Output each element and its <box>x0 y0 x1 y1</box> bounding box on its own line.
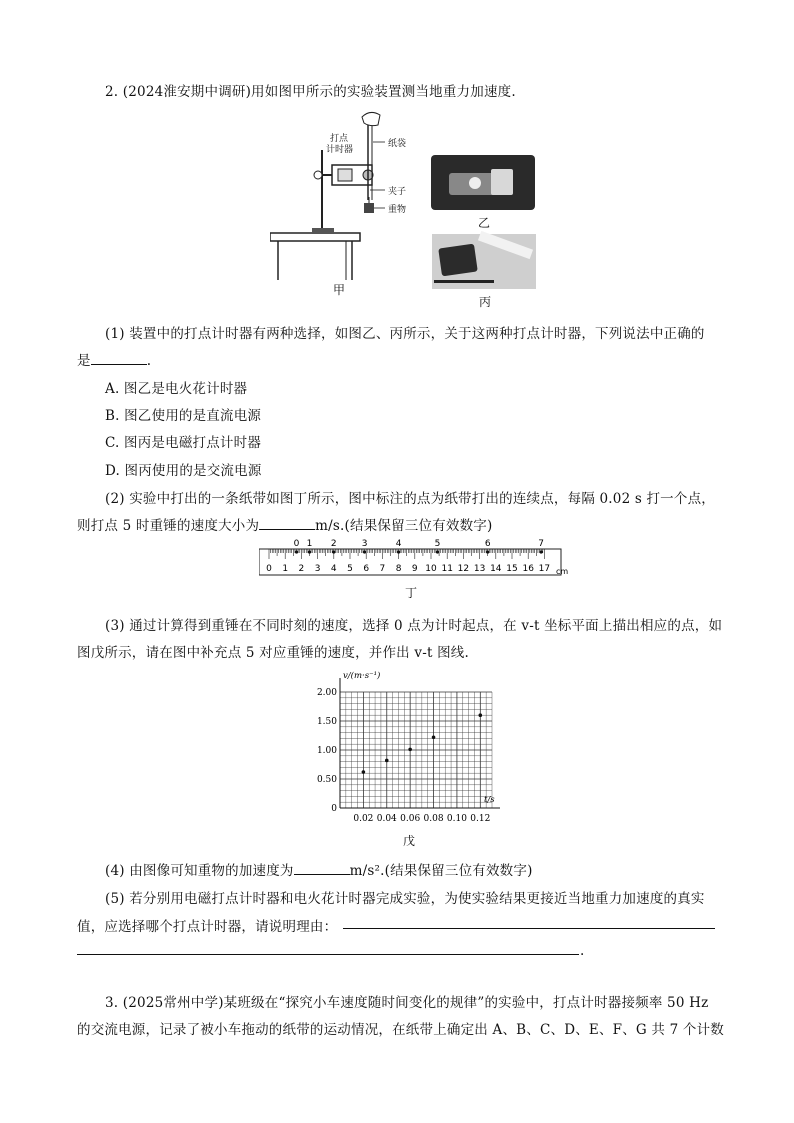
p5-text: (5) 若分别用电磁打点计时器和电火花计时器完成实验，为使实验结果更接近当地重力加速度的真实 <box>105 891 705 907</box>
p1-text-2: 是 . <box>77 353 152 369</box>
ruler-scale-label: 4 <box>330 564 337 574</box>
p5-text-2: 值，应选择哪个打点计时器，请说明理由： <box>77 919 338 935</box>
label-clip: 夹子 <box>388 187 407 197</box>
caption-yi: 乙 <box>478 216 491 230</box>
ruler-scale-label: 0 <box>266 564 272 574</box>
ruler-scale-label: 7 <box>379 564 386 574</box>
ruler-scale-label: 16 <box>522 564 534 574</box>
ruler-scale-label: 2 <box>298 564 305 574</box>
y-tick-label: 0.50 <box>316 775 337 785</box>
q2-title: 2. (2024淮安期中调研)用如图甲所示的实验装置测当地重力加速度. <box>105 84 516 100</box>
data-point <box>408 748 412 752</box>
answer-blank-2[interactable] <box>259 517 315 530</box>
y-tick-label: 0 <box>331 804 337 814</box>
tape-point-label: 1 <box>306 539 313 549</box>
ruler-scale-label: 17 <box>538 564 551 574</box>
label-timer: 打点 <box>330 134 349 144</box>
ruler-scale-label: 11 <box>441 564 453 574</box>
data-point <box>362 770 366 774</box>
caption-bing: 丙 <box>479 295 492 309</box>
ruler-unit: cm <box>556 567 569 576</box>
label-weight: 重物 <box>388 205 407 215</box>
tape-dot <box>436 550 439 553</box>
answer-line-2[interactable] <box>77 954 579 955</box>
ruler-scale-label: 6 <box>363 564 370 574</box>
figure-wu-vt-chart <box>310 668 510 828</box>
ruler-scale-label: 9 <box>411 564 418 574</box>
ruler-scale-label: 15 <box>506 564 518 574</box>
ruler-scale-label: 8 <box>395 564 402 574</box>
p3-text-2: 图戊所示，请在图中补充点 5 对应重锤的速度，并作出 v-t 图线. <box>77 645 469 661</box>
figure-bing-photo <box>432 234 536 289</box>
figure-ding-ruler <box>259 537 571 577</box>
p4-text-a: (4) 由图像可知重物的加速度为 <box>105 863 294 879</box>
x-tick-label: 0.06 <box>400 814 421 824</box>
tape-point-label: 5 <box>434 539 441 549</box>
label-timer-2: 计时器 <box>326 145 354 155</box>
y-tick-label: 1.00 <box>316 746 337 756</box>
tape-dot <box>308 550 311 553</box>
x-axis-label: t/s <box>484 795 495 805</box>
x-tick-label: 0.12 <box>470 814 491 824</box>
p4-text-b: m/s².(结果保留三位有效数字) <box>349 863 533 879</box>
figure-yi-photo <box>431 155 535 210</box>
tape-dot <box>486 550 489 553</box>
p1-text-2-label: 是 <box>77 353 91 369</box>
data-point <box>385 759 389 763</box>
label-bag: 纸袋 <box>388 139 407 149</box>
x-tick-label: 0.04 <box>376 814 397 824</box>
ruler-scale-label: 10 <box>425 564 437 574</box>
tape-dot <box>363 550 366 553</box>
tape-dot <box>397 550 400 553</box>
caption-ding: 丁 <box>405 586 418 600</box>
tape-point-label: 0 <box>293 539 300 549</box>
x-tick-label: 0.02 <box>353 814 374 824</box>
option-a: A. 图乙是电火花计时器 <box>105 381 248 397</box>
tape-point-label: 2 <box>330 539 337 549</box>
answer-blank-3[interactable] <box>294 862 350 875</box>
ruler-scale-label: 13 <box>473 564 486 574</box>
q3-text-2: 的交流电源，记录了被小车拖动的纸带的运动情况，在纸带上确定出 A、B、C、D、E、F、G 共 7 个计数 <box>77 1022 724 1038</box>
p2-text-2a: 则打点 5 时重锤的速度大小为 <box>77 518 260 534</box>
p1-text: (1) 装置中的打点计时器有两种选择，如图乙、丙所示，关于这两种打点计时器，下列说法中正确的 <box>105 326 705 342</box>
caption-wu: 戊 <box>403 834 416 848</box>
answer-blank-1[interactable] <box>91 352 147 365</box>
answer-line-1[interactable] <box>343 928 715 929</box>
p4-text <box>105 859 533 879</box>
tape-point-label: 7 <box>538 539 545 549</box>
tape-dot <box>332 550 335 553</box>
data-point <box>479 713 483 717</box>
option-b: B. 图乙使用的是直流电源 <box>105 408 262 424</box>
ruler-scale-label: 14 <box>490 564 502 574</box>
answer-line-period: . <box>580 943 585 959</box>
ruler-scale-label: 12 <box>457 564 470 574</box>
ruler-scale-label: 5 <box>347 564 353 574</box>
q3-text: 3. (2025常州中学)某班级在“探究小车速度随时间变化的规律”的实验中，打点计时器接频率 50 Hz <box>105 995 709 1011</box>
y-tick-label: 1.50 <box>316 717 337 727</box>
tape-dot <box>540 550 543 553</box>
caption-jia: 甲 <box>333 283 346 297</box>
y-axis-label: v/(m·s⁻¹) <box>343 671 381 681</box>
x-tick-label: 0.10 <box>446 814 467 824</box>
tape-point-label: 3 <box>361 539 368 549</box>
x-tick-label: 0.08 <box>423 814 444 824</box>
data-point <box>432 735 436 739</box>
y-tick-label: 2.00 <box>316 688 337 698</box>
ruler-scale-label: 1 <box>282 564 289 574</box>
tape-dot <box>295 550 298 553</box>
tape-point-label: 4 <box>395 539 402 549</box>
option-c: C. 图丙是电磁打点计时器 <box>105 435 262 451</box>
ruler-scale-label: 3 <box>314 564 321 574</box>
p2-text-2b: m/s.(结果保留三位有效数字) <box>315 518 493 534</box>
option-d: D. 图丙使用的是交流电源 <box>105 463 262 479</box>
tape-point-label: 6 <box>484 539 491 549</box>
p2-text: (2) 实验中打出的一条纸带如图丁所示，图中标注的点为纸带打出的连续点，每隔 0.02 s 打一个点， <box>105 491 715 507</box>
p2-text-2 <box>77 514 492 534</box>
p3-text: (3) 通过计算得到重锤在不同时刻的速度，选择 0 点为计时起点，在 v-t 坐标平面上描出相应的点，如 <box>105 618 723 634</box>
